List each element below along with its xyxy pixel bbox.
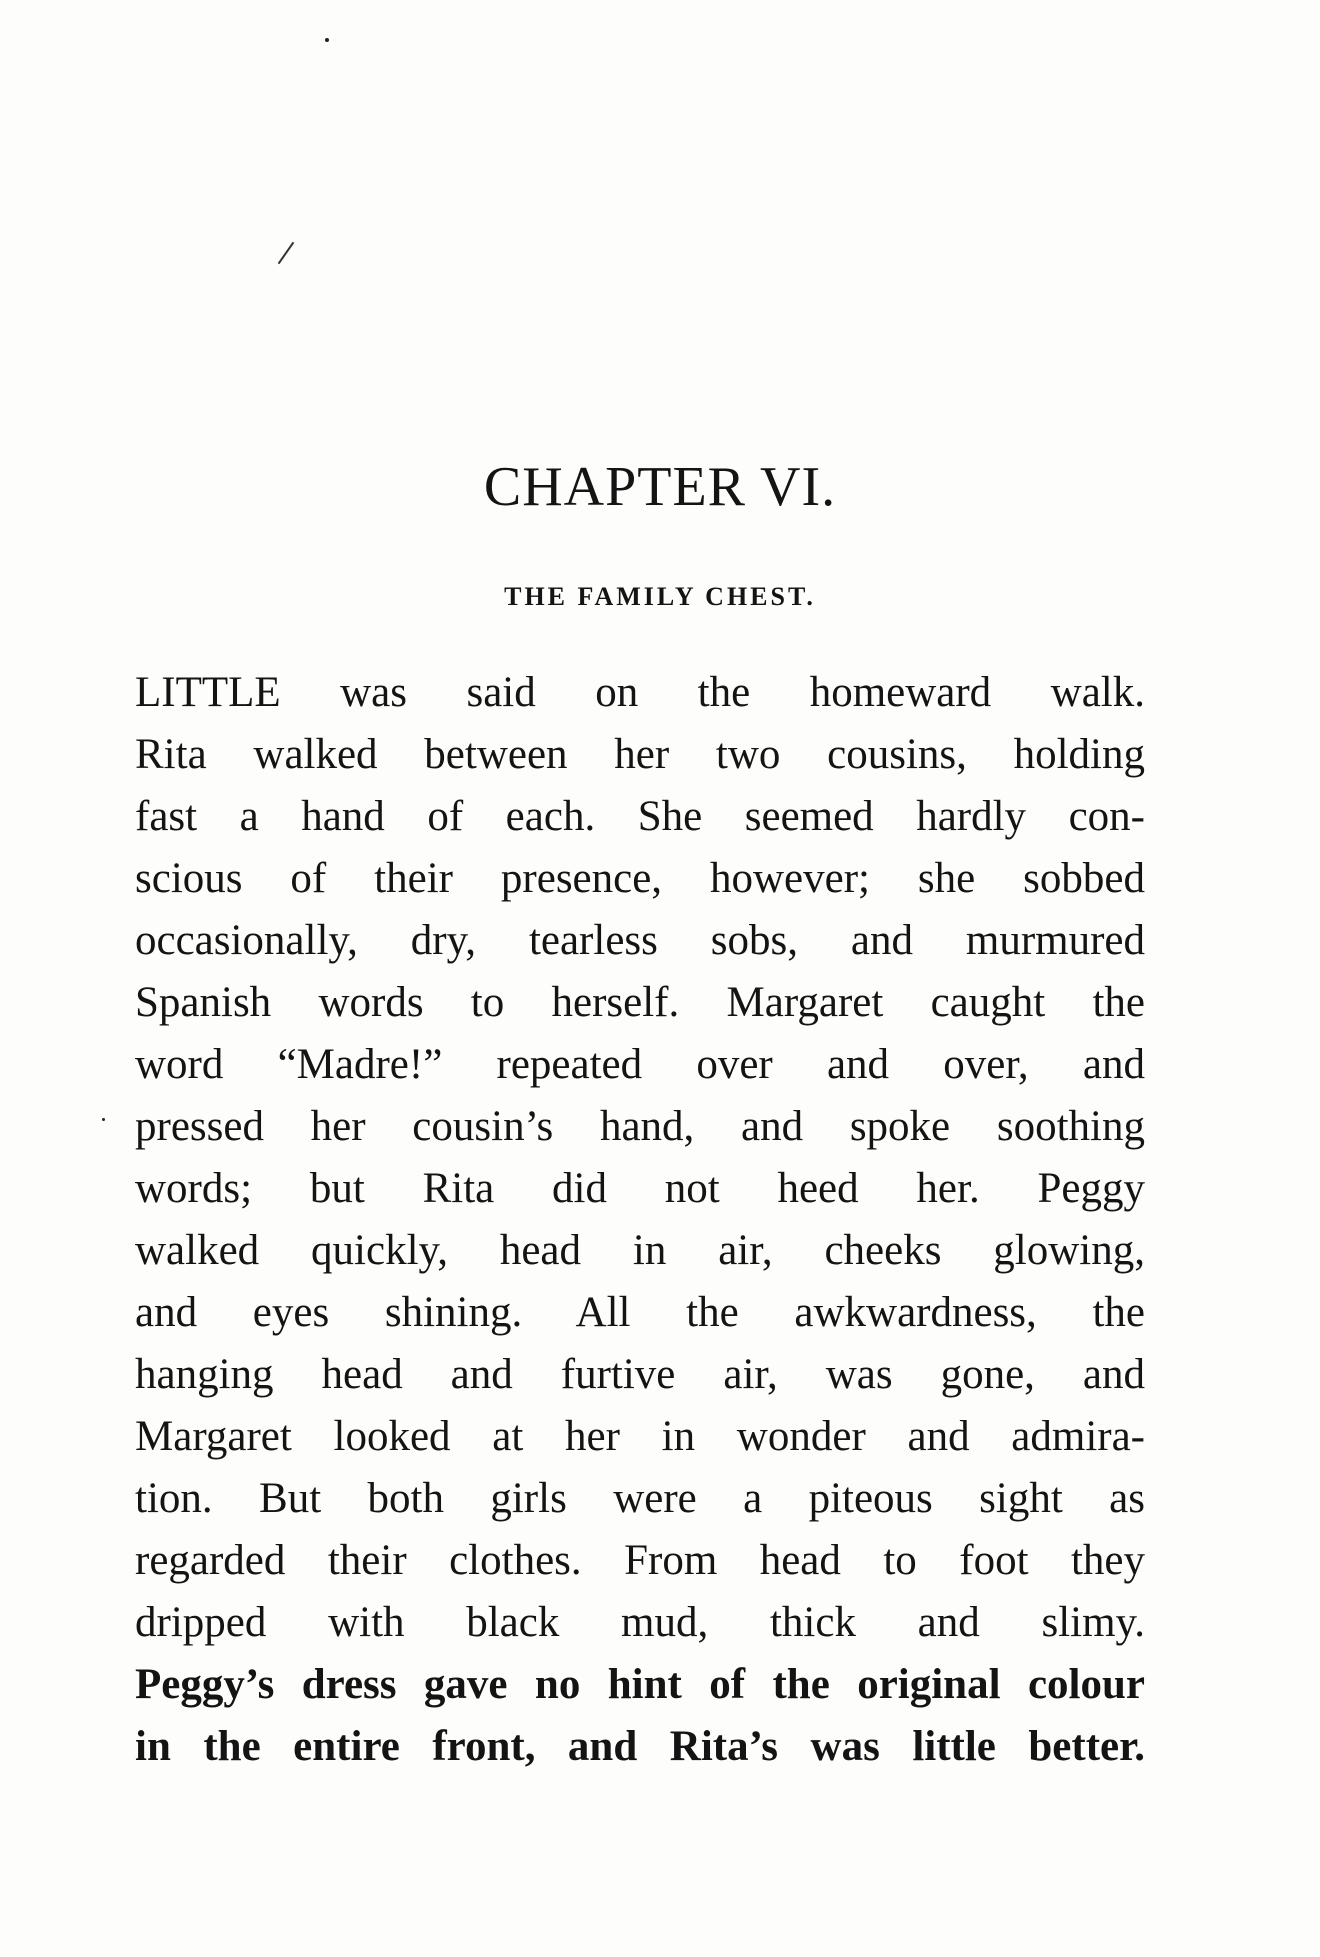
body-text — [135, 662, 1145, 1778]
text-line: occasionally, dry, tearless sobs, and murmured — [135, 917, 1145, 964]
text-line: scious of their presence, however; she sobbed — [135, 855, 1145, 902]
text-line: word “Madre!” repeated over and over, and — [135, 1041, 1145, 1088]
chapter-subtitle: THE FAMILY CHEST. — [504, 582, 816, 611]
text-line: Margaret looked at her in wonder and admira- — [135, 1413, 1145, 1460]
text-line: and eyes shining. All the awkwardness, the — [135, 1289, 1145, 1336]
text-line: dripped with black mud, thick and slimy. — [135, 1599, 1145, 1646]
text-line: regarded their clothes. From head to foot they — [135, 1537, 1145, 1584]
ink-speck — [102, 1118, 105, 1121]
stray-pen-mark — [278, 242, 295, 264]
ink-speck — [325, 38, 329, 42]
text-line: walked quickly, head in air, cheeks glowing, — [135, 1227, 1145, 1274]
text-line: Peggy’s dress gave no hint of the original colour — [135, 1661, 1145, 1708]
chapter-title: CHAPTER VI. — [483, 456, 837, 518]
text-line: in the entire front, and Rita’s was little better. — [135, 1723, 1145, 1770]
text-line: pressed her cousin’s hand, and spoke soothing — [135, 1103, 1145, 1150]
text-line: Spanish words to herself. Margaret caught the — [135, 979, 1145, 1026]
text-line: LITTLE was said on the homeward walk. — [135, 669, 1145, 716]
text-line: words; but Rita did not heed her. Peggy — [135, 1165, 1145, 1212]
text-line: Rita walked between her two cousins, holding — [135, 731, 1145, 778]
text-line: tion. But both girls were a piteous sight as — [135, 1475, 1145, 1522]
text-line: fast a hand of each. She seemed hardly con- — [135, 793, 1145, 840]
text-line: hanging head and furtive air, was gone, and — [135, 1351, 1145, 1398]
